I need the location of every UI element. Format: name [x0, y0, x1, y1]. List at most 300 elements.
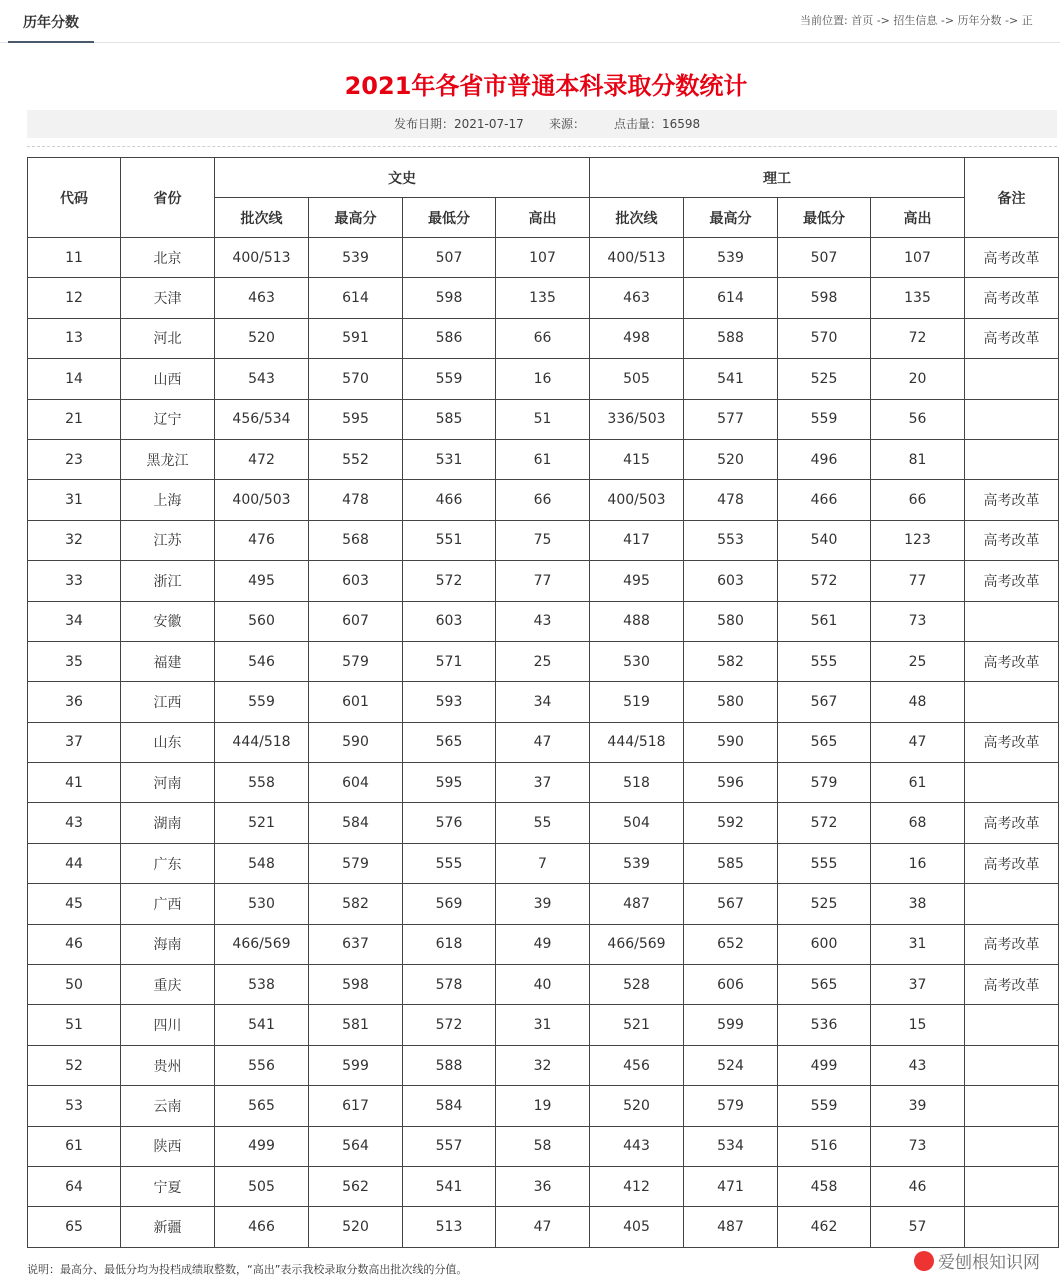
cell-province: 山东: [121, 722, 215, 762]
cell-arts-min: 572: [403, 561, 496, 601]
cell-science-above: 73: [871, 601, 965, 641]
cell-arts-batch-line: 456/534: [215, 399, 309, 439]
cell-arts-min: 531: [403, 439, 496, 479]
cell-science-batch-line: 487: [590, 884, 684, 924]
cell-arts-above: 107: [496, 238, 590, 278]
cell-science-above: 81: [871, 439, 965, 479]
cell-arts-above: 61: [496, 439, 590, 479]
cell-arts-min: 565: [403, 722, 496, 762]
cell-arts-above: 36: [496, 1166, 590, 1206]
cell-arts-max: 604: [309, 763, 403, 803]
cell-arts-min: 541: [403, 1166, 496, 1206]
table-row: [28, 1166, 1059, 1206]
cell-science-batch-line: 412: [590, 1166, 684, 1206]
cell-science-above: 31: [871, 924, 965, 964]
cell-arts-min: 586: [403, 318, 496, 358]
cell-arts-max: 520: [309, 1207, 403, 1247]
cell-science-batch-line: 505: [590, 359, 684, 399]
cell-arts-above: 51: [496, 399, 590, 439]
cell-arts-above: 75: [496, 520, 590, 560]
cell-arts-above: 16: [496, 359, 590, 399]
cell-arts-batch-line: 538: [215, 965, 309, 1005]
cell-science-min: 540: [778, 520, 871, 560]
cell-code: 46: [28, 924, 121, 964]
table-row: [28, 520, 1059, 560]
cell-science-min: 516: [778, 1126, 871, 1166]
cell-science-max: 553: [684, 520, 778, 560]
cell-arts-max: 603: [309, 561, 403, 601]
table-row: [28, 803, 1059, 843]
table-row: [28, 238, 1059, 278]
cell-arts-batch-line: 546: [215, 641, 309, 681]
cell-science-max: 487: [684, 1207, 778, 1247]
cell-science-min: 561: [778, 601, 871, 641]
cell-science-batch-line: 498: [590, 318, 684, 358]
cell-province: 云南: [121, 1086, 215, 1126]
cell-arts-min: 618: [403, 924, 496, 964]
cell-science-batch-line: 417: [590, 520, 684, 560]
cell-province: 河南: [121, 763, 215, 803]
cell-arts-batch-line: 541: [215, 1005, 309, 1045]
header-arts-batch-line: 批次线: [215, 198, 309, 238]
cell-arts-min: 551: [403, 520, 496, 560]
cell-science-above: 47: [871, 722, 965, 762]
cell-arts-min: 571: [403, 641, 496, 681]
cell-remark: [965, 399, 1059, 439]
cell-science-above: 135: [871, 278, 965, 318]
cell-science-max: 471: [684, 1166, 778, 1206]
cell-science-min: 565: [778, 965, 871, 1005]
cell-arts-above: 47: [496, 722, 590, 762]
tab-history-scores[interactable]: 历年分数: [8, 0, 94, 43]
cell-arts-above: 55: [496, 803, 590, 843]
table-row: [28, 1045, 1059, 1085]
cell-science-above: 73: [871, 1126, 965, 1166]
table-row: [28, 561, 1059, 601]
cell-arts-min: 513: [403, 1207, 496, 1247]
cell-province: 贵州: [121, 1045, 215, 1085]
cell-science-above: 25: [871, 641, 965, 681]
header-province: 省份: [121, 158, 215, 238]
table-row: [28, 601, 1059, 641]
cell-arts-min: 466: [403, 480, 496, 520]
cell-arts-min: 569: [403, 884, 496, 924]
cell-science-above: 66: [871, 480, 965, 520]
cell-arts-batch-line: 559: [215, 682, 309, 722]
cell-remark: 高考改革: [965, 641, 1059, 681]
cell-arts-batch-line: 400/503: [215, 480, 309, 520]
cell-science-max: 590: [684, 722, 778, 762]
cell-province: 辽宁: [121, 399, 215, 439]
cell-code: 37: [28, 722, 121, 762]
cell-science-above: 57: [871, 1207, 965, 1247]
cell-code: 14: [28, 359, 121, 399]
cell-arts-above: 47: [496, 1207, 590, 1247]
article-meta: [27, 110, 1057, 138]
cell-arts-max: 595: [309, 399, 403, 439]
cell-science-above: 39: [871, 1086, 965, 1126]
table-row: [28, 399, 1059, 439]
cell-province: 黑龙江: [121, 439, 215, 479]
cell-arts-above: 19: [496, 1086, 590, 1126]
cell-science-max: 534: [684, 1126, 778, 1166]
cell-arts-above: 31: [496, 1005, 590, 1045]
cell-remark: [965, 1045, 1059, 1085]
cell-arts-max: 617: [309, 1086, 403, 1126]
cell-arts-min: 584: [403, 1086, 496, 1126]
table-row: [28, 359, 1059, 399]
cell-science-above: 16: [871, 843, 965, 883]
cell-arts-max: 568: [309, 520, 403, 560]
page-title: 2021年各省市普通本科录取分数统计: [344, 72, 748, 100]
table-row: [28, 439, 1059, 479]
cell-science-batch-line: 495: [590, 561, 684, 601]
table-row: [28, 924, 1059, 964]
cell-arts-above: 40: [496, 965, 590, 1005]
cell-arts-max: 607: [309, 601, 403, 641]
header-science-max: 最高分: [684, 198, 778, 238]
cell-science-max: 478: [684, 480, 778, 520]
cell-code: 64: [28, 1166, 121, 1206]
cell-arts-above: 58: [496, 1126, 590, 1166]
cell-arts-max: 582: [309, 884, 403, 924]
cell-science-above: 107: [871, 238, 965, 278]
cell-science-min: 466: [778, 480, 871, 520]
cell-science-batch-line: 530: [590, 641, 684, 681]
divider: [27, 146, 1057, 147]
cell-remark: 高考改革: [965, 318, 1059, 358]
cell-arts-min: 588: [403, 1045, 496, 1085]
cell-arts-batch-line: 466/569: [215, 924, 309, 964]
table-row: [28, 843, 1059, 883]
cell-science-above: 46: [871, 1166, 965, 1206]
cell-science-batch-line: 463: [590, 278, 684, 318]
cell-arts-batch-line: 520: [215, 318, 309, 358]
cell-code: 36: [28, 682, 121, 722]
cell-arts-above: 66: [496, 318, 590, 358]
cell-code: 51: [28, 1005, 121, 1045]
cell-science-above: 43: [871, 1045, 965, 1085]
cell-arts-min: 555: [403, 843, 496, 883]
cell-science-max: 580: [684, 601, 778, 641]
cell-province: 河北: [121, 318, 215, 358]
cell-remark: 高考改革: [965, 924, 1059, 964]
scores-table: [27, 157, 1059, 1248]
cell-arts-batch-line: 472: [215, 439, 309, 479]
cell-code: 21: [28, 399, 121, 439]
cell-remark: 高考改革: [965, 278, 1059, 318]
cell-arts-above: 39: [496, 884, 590, 924]
cell-science-above: 48: [871, 682, 965, 722]
cell-arts-max: 579: [309, 843, 403, 883]
table-row: [28, 884, 1059, 924]
cell-science-min: 462: [778, 1207, 871, 1247]
cell-code: 12: [28, 278, 121, 318]
cell-arts-min: 578: [403, 965, 496, 1005]
cell-science-min: 570: [778, 318, 871, 358]
table-row: [28, 1207, 1059, 1247]
cell-science-batch-line: 520: [590, 1086, 684, 1126]
cell-province: 江西: [121, 682, 215, 722]
cell-science-max: 567: [684, 884, 778, 924]
cell-arts-min: 557: [403, 1126, 496, 1166]
cell-science-max: 577: [684, 399, 778, 439]
header-arts-max: 最高分: [309, 198, 403, 238]
cell-science-above: 20: [871, 359, 965, 399]
table-row: [28, 278, 1059, 318]
cell-arts-min: 593: [403, 682, 496, 722]
cell-arts-above: 25: [496, 641, 590, 681]
table-row: [28, 1005, 1059, 1045]
header-science: 理工: [590, 158, 965, 198]
cell-arts-batch-line: 560: [215, 601, 309, 641]
cell-code: 33: [28, 561, 121, 601]
cell-province: 新疆: [121, 1207, 215, 1247]
table-row: [28, 722, 1059, 762]
table-body: [28, 238, 1059, 1248]
cell-arts-above: 37: [496, 763, 590, 803]
table-row: [28, 1086, 1059, 1126]
cell-science-max: 582: [684, 641, 778, 681]
cell-science-above: 15: [871, 1005, 965, 1045]
cell-science-batch-line: 400/503: [590, 480, 684, 520]
cell-science-max: 541: [684, 359, 778, 399]
cell-arts-max: 478: [309, 480, 403, 520]
cell-remark: [965, 1126, 1059, 1166]
cell-science-min: 536: [778, 1005, 871, 1045]
cell-science-batch-line: 405: [590, 1207, 684, 1247]
cell-remark: 高考改革: [965, 843, 1059, 883]
cell-science-max: 520: [684, 439, 778, 479]
cell-code: 52: [28, 1045, 121, 1085]
cell-arts-min: 595: [403, 763, 496, 803]
cell-arts-above: 49: [496, 924, 590, 964]
cell-province: 广西: [121, 884, 215, 924]
cell-science-above: 38: [871, 884, 965, 924]
cell-code: 65: [28, 1207, 121, 1247]
cell-science-min: 499: [778, 1045, 871, 1085]
cell-province: 广东: [121, 843, 215, 883]
cell-science-batch-line: 443: [590, 1126, 684, 1166]
cell-arts-max: 570: [309, 359, 403, 399]
cell-arts-batch-line: 499: [215, 1126, 309, 1166]
cell-remark: [965, 601, 1059, 641]
cell-code: 50: [28, 965, 121, 1005]
cell-province: 山西: [121, 359, 215, 399]
cell-arts-max: 564: [309, 1126, 403, 1166]
cell-science-max: 539: [684, 238, 778, 278]
cell-remark: [965, 1166, 1059, 1206]
cell-arts-above: 66: [496, 480, 590, 520]
cell-province: 四川: [121, 1005, 215, 1045]
header-remark: 备注: [965, 158, 1059, 238]
cell-arts-above: 77: [496, 561, 590, 601]
cell-arts-min: 507: [403, 238, 496, 278]
cell-arts-batch-line: 495: [215, 561, 309, 601]
cell-arts-batch-line: 543: [215, 359, 309, 399]
cell-science-min: 458: [778, 1166, 871, 1206]
cell-province: 宁夏: [121, 1166, 215, 1206]
cell-science-max: 592: [684, 803, 778, 843]
cell-arts-min: 603: [403, 601, 496, 641]
cell-arts-min: 559: [403, 359, 496, 399]
cell-remark: [965, 682, 1059, 722]
cell-science-max: 606: [684, 965, 778, 1005]
cell-arts-max: 601: [309, 682, 403, 722]
cell-science-above: 37: [871, 965, 965, 1005]
cell-arts-min: 585: [403, 399, 496, 439]
cell-arts-batch-line: 400/513: [215, 238, 309, 278]
cell-code: 31: [28, 480, 121, 520]
cell-province: 北京: [121, 238, 215, 278]
cell-science-max: 603: [684, 561, 778, 601]
table-row: [28, 965, 1059, 1005]
cell-province: 海南: [121, 924, 215, 964]
header-arts-above: 高出: [496, 198, 590, 238]
cell-science-min: 559: [778, 1086, 871, 1126]
cell-arts-batch-line: 565: [215, 1086, 309, 1126]
cell-arts-batch-line: 444/518: [215, 722, 309, 762]
cell-province: 天津: [121, 278, 215, 318]
cell-arts-batch-line: 556: [215, 1045, 309, 1085]
table-row: [28, 318, 1059, 358]
cell-remark: 高考改革: [965, 480, 1059, 520]
cell-province: 重庆: [121, 965, 215, 1005]
cell-arts-max: 584: [309, 803, 403, 843]
cell-arts-batch-line: 463: [215, 278, 309, 318]
cell-code: 13: [28, 318, 121, 358]
header-code: 代码: [28, 158, 121, 238]
cell-arts-batch-line: 558: [215, 763, 309, 803]
cell-science-batch-line: 415: [590, 439, 684, 479]
table-row: [28, 641, 1059, 681]
cell-arts-min: 598: [403, 278, 496, 318]
cell-remark: 高考改革: [965, 520, 1059, 560]
cell-remark: [965, 1005, 1059, 1045]
cell-arts-batch-line: 466: [215, 1207, 309, 1247]
cell-science-max: 614: [684, 278, 778, 318]
cell-province: 湖南: [121, 803, 215, 843]
cell-science-max: 588: [684, 318, 778, 358]
cell-arts-batch-line: 476: [215, 520, 309, 560]
cell-science-batch-line: 488: [590, 601, 684, 641]
cell-science-min: 496: [778, 439, 871, 479]
publish-date: 发布日期：2021-07-17: [394, 117, 524, 131]
cell-science-min: 507: [778, 238, 871, 278]
watermark-text: 爱刨根知识网: [938, 1253, 1040, 1273]
cell-science-min: 572: [778, 561, 871, 601]
cell-arts-batch-line: 548: [215, 843, 309, 883]
cell-code: 61: [28, 1126, 121, 1166]
cell-science-min: 525: [778, 884, 871, 924]
cell-code: 35: [28, 641, 121, 681]
cell-science-batch-line: 521: [590, 1005, 684, 1045]
cell-science-max: 599: [684, 1005, 778, 1045]
cell-science-above: 72: [871, 318, 965, 358]
cell-arts-above: 43: [496, 601, 590, 641]
cell-arts-max: 581: [309, 1005, 403, 1045]
view-count: 点击量：16598: [614, 117, 701, 131]
cell-science-max: 580: [684, 682, 778, 722]
cell-arts-max: 552: [309, 439, 403, 479]
cell-arts-max: 614: [309, 278, 403, 318]
cell-arts-above: 135: [496, 278, 590, 318]
cell-remark: [965, 884, 1059, 924]
cell-arts-max: 599: [309, 1045, 403, 1085]
cell-science-min: 555: [778, 641, 871, 681]
cell-province: 江苏: [121, 520, 215, 560]
cell-science-min: 559: [778, 399, 871, 439]
table-row: [28, 682, 1059, 722]
cell-code: 41: [28, 763, 121, 803]
cell-remark: 高考改革: [965, 238, 1059, 278]
cell-province: 上海: [121, 480, 215, 520]
cell-arts-max: 637: [309, 924, 403, 964]
cell-science-above: 77: [871, 561, 965, 601]
cell-remark: 高考改革: [965, 722, 1059, 762]
breadcrumb[interactable]: 当前位置: 首页 -> 招生信息 -> 历年分数 -> 正: [800, 14, 1033, 27]
cell-arts-batch-line: 505: [215, 1166, 309, 1206]
cell-science-max: 524: [684, 1045, 778, 1085]
cell-science-batch-line: 518: [590, 763, 684, 803]
cell-province: 浙江: [121, 561, 215, 601]
cell-science-above: 68: [871, 803, 965, 843]
cell-science-above: 61: [871, 763, 965, 803]
cell-arts-max: 598: [309, 965, 403, 1005]
cell-arts-max: 562: [309, 1166, 403, 1206]
cell-arts-batch-line: 521: [215, 803, 309, 843]
cell-science-min: 598: [778, 278, 871, 318]
cell-science-min: 567: [778, 682, 871, 722]
header-arts: 文史: [215, 158, 590, 198]
cell-science-min: 555: [778, 843, 871, 883]
cell-remark: 高考改革: [965, 803, 1059, 843]
cell-science-batch-line: 336/503: [590, 399, 684, 439]
cell-code: 53: [28, 1086, 121, 1126]
cell-code: 34: [28, 601, 121, 641]
cell-science-min: 572: [778, 803, 871, 843]
cell-arts-above: 32: [496, 1045, 590, 1085]
cell-science-above: 56: [871, 399, 965, 439]
cell-science-min: 565: [778, 722, 871, 762]
cell-remark: 高考改革: [965, 561, 1059, 601]
cell-science-batch-line: 519: [590, 682, 684, 722]
cell-code: 43: [28, 803, 121, 843]
cell-science-max: 652: [684, 924, 778, 964]
cell-arts-max: 591: [309, 318, 403, 358]
footer-note: 说明：最高分、最低分均为投档成绩取整数，“高出”表示我校录取分数高出批次线的分值。: [27, 1263, 468, 1276]
cell-remark: 高考改革: [965, 965, 1059, 1005]
cell-arts-above: 7: [496, 843, 590, 883]
cell-remark: [965, 1086, 1059, 1126]
cell-code: 32: [28, 520, 121, 560]
cell-science-batch-line: 528: [590, 965, 684, 1005]
cell-science-min: 600: [778, 924, 871, 964]
table-row: [28, 1126, 1059, 1166]
cell-science-above: 123: [871, 520, 965, 560]
cell-remark: [965, 763, 1059, 803]
cell-science-batch-line: 400/513: [590, 238, 684, 278]
cell-science-min: 579: [778, 763, 871, 803]
header-science-above: 高出: [871, 198, 965, 238]
header-science-min: 最低分: [778, 198, 871, 238]
cell-arts-batch-line: 530: [215, 884, 309, 924]
table-row: [28, 763, 1059, 803]
top-bar: [0, 0, 1060, 43]
source-label: 来源：: [549, 117, 586, 131]
cell-arts-above: 34: [496, 682, 590, 722]
cell-arts-min: 572: [403, 1005, 496, 1045]
